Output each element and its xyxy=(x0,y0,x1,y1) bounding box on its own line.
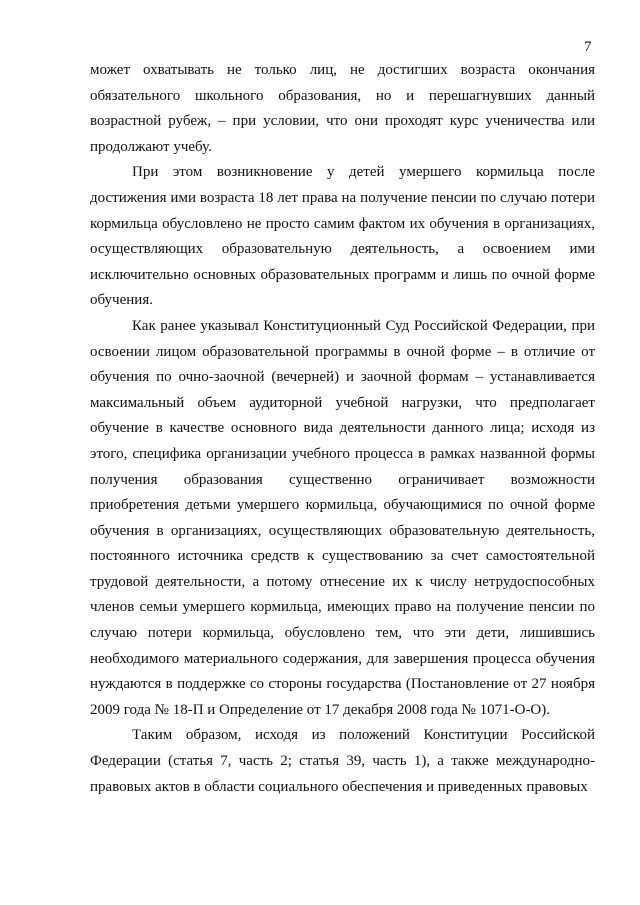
paragraph-constitutional-court-position: Как ранее указывал Конституционный Суд Российской Федерации, при освоении лицом образовательной программы в очной форме – в отличие от обучения по очно-заочной (вечерней) и заочной формам – устанавливается максимальный объем аудиторной учебной нагрузки, что предполагает обучение в качестве основного вида деятельности данного лица; исходя из этого, специфика организации учебного процесса в рамках названной формы получения образования существенно ограничивает возможности приобретения детьми умершего кормильца, обучающимися по очной форме обучения в организациях, осуществляющих образовательную деятельность, постоянного источника средств к существованию за счет самостоятельной трудовой деятельности, а потому отнесение их к числу нетрудоспособных членов семьи умершего кормильца, имеющих право на получение пенсии по случаю потери кормильца, обусловлено тем, что эти дети, лишившись необходимого материального содержания, для завершения процесса обучения нуждаются в поддержке со стороны государства (Постановление от 27 ноября 2009 года № 18-П и Определение от 17 декабря 2008 года № 1071-О-О). xyxy=(90,317,595,718)
body-text xyxy=(90,58,595,800)
paragraph-survivor-pension-conditions: При этом возникновение у детей умершего кормильца после достижения ими возраста 18 лет права на получение пенсии по случаю потери кормильца обусловлено не просто самим фактом их обучения в организациях, осуществляющих образовательную деятельность, а освоением ими исключительно основных образовательных программ и лишь по очной форме обучения. xyxy=(90,164,595,309)
paragraph-continuation: может охватывать не только лиц, не достигших возраста окончания обязательного школьного образования, но и перешагнувших данный возрастной рубеж, – при условии, что они проходят курс ученичества или продолжают учебу. xyxy=(90,62,595,155)
paragraph-conclusion-start: Таким образом, исходя из положений Конституции Российской Федерации (статья 7, часть 2; статья 39, часть 1), а также международно-правовых актов в области социального обеспечения и приведенных правовых xyxy=(90,727,595,795)
page-number: 7 xyxy=(584,39,592,55)
